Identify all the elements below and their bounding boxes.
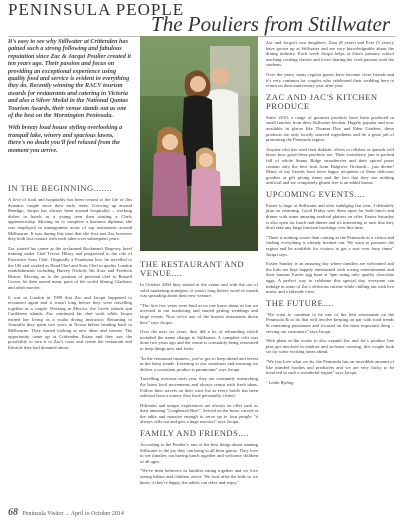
footer-text: Peninsula Visitor ... April to October 2014 [22,511,124,517]
author-signature: - Linda Ryding [266,379,294,385]
article-paragraph: Easter is huge at Stillwater and after indulging last year, I definitely plan on returning. Good Friday sees them open for both lunch and dinner with some amazing seafood platters on offer. Easter Saturday is also open for lunch and dinner and it's interesting to note that they don't take any large function bookings over this time. [266,202,394,231]
article-paragraph: "In the restaurant business, you've got to keep ahead and invest in the latest trends. Listening to our customers and ensuring we deliver a consistent product is paramount" says Jacqui. [140,355,258,372]
article-paragraph: "The first few years were hard as no one knew about us but we invested in our marketing and started getting weddings and large events. Now we're one of the busiest restaurants down here" says Jacqui. [140,302,258,325]
article-paragraph: Travelling overseas each year, they are constantly researching the latest food movements and always return with fresh ideas. Follow their travels on their wine list as every bottle has been selected from a winery they have personally visited. [140,376,258,399]
family-photo-image [140,36,258,251]
section-heading-upcoming: UPCOMING EVENTS.... [266,188,366,199]
section-heading-beginning: IN THE BEGINNING....... [8,183,113,193]
article-paragraph: Anyone who has tried their dukkah, olives or relishes or spreads will know how good these products are. Their strawberry jam is packed full of whole Sunny Ridge strawberries and their spiced pears contain only the best fruit from Dalgrove Orchards... just divine! Many of my friends have been happy recipients of these delicious goodies at gift giving times and the fact that they use nothing artificial and are completely gluten free is an added bonus. [266,146,394,186]
article-paragraph: Zac and Jacqui's two daughters, Zara (8 years) and Evie (5 years), have grown up at Stillwater and are very knowledgeable about the dining industry. Each week Jacqui helps at Zara's primary school teaching cooking classes and loves sharing her food passion with the students. [266,40,394,68]
article-paragraph: "We want to continue to be one of the best restaurants on the Peninsula & to do that will involve keeping on par with food trends & remaining passionate and focused on the most important thing – serving our customers" says Jacqui. [266,311,394,334]
section-heading-future: THE FUTURE.... [266,297,334,308]
article-paragraph: Easter Sunday is an amazing day where families are welcomed and the kids are kept happily entertained with roving entertainment and their famous Easter egg hunt at 3pm using only quality chocolate eggs. A perfect way to celebrate this special day, everyone can indulge in some of Zac's delicious cuisine while chilling out with live music and a lakeside view. [266,261,394,295]
article-paragraph: "We've been believers in families eating together and we love seeing babies and children arrive. We look after the kids so we know if they're happy, the adults can relax and enjoy." [140,468,258,485]
article-paragraph: Over the years, many regular guests have become close friends and it's very common for couples who celebrated their wedding here to return on their anniversary year after year. [266,71,394,89]
article-paragraph: With plans in the works to also expand Zac and Jac's produce line plus get involved in outdoor and in-home catering, this couple look set for some exciting times ahead. [266,338,394,355]
intro-paragraph: It's easy to see why Stillwater at Crittenden has gained such a strong following and fabulous reputation since Zac & Jacqui Poulier created it ten years ago. Their passion and focus on providing an exceptional experience using quality food and service is evident in everything they do. Recently winning the RACV tourism awards for restaurants and catering in Victoria and also a Silver Medal in the National Qantas Tourism Awards, their venue stands out as one of the best on the Mornington Peninsula. [8,38,131,120]
section-heading-kitchen: ZAC AND JAC'S KITCHEN PRODUCE [266,91,378,111]
section-heading-family: FAMILY AND FRIENDS.... [140,428,249,439]
page-number: 68 [8,507,18,518]
article-paragraph: Over the next six years, they did a lot of rebranding which included the name change to Stillwater. A complete refit was done two years ago and the venue is constantly being renovated to keep things new and fresh. [140,329,258,351]
article-paragraph: Zac started his career at the acclaimed Rockman's Regency hotel training under Chef Trevor Hilsey and progressed to the role of Executive Sous Chef. Originally a Frankston boy, he travelled to the UK and worked as Head Chef and Sous Chef in quality London establishments including Harvey Nichols 5th floor and Fredrick Bistrot. Moving on to the position of personal chef to Russell Crowe, he then toured many parts of the world filming Gladiator and other movies. [8,245,133,290]
article-paragraph: Since 2010, a range of gourmet products have been produced in small batches from their Stillwater kitchen. Hugely popular and now available in places like Thomas Dux and Eden Gardens, these products are only locally sourced ingredients and do a great job of promoting the Peninsula region. [266,114,394,143]
page-footer [8,507,124,518]
column-restaurant [140,256,258,489]
article-paragraph: In October 2004 they started at the venue and with the use of solid marketing strategies, it wasn't long before word of mouth was spreading about their new venture. [140,282,258,299]
article-paragraph: According to the Poulier's, one of the best things about running Stillwater is the joy they can bring to all their guests. They love to see families out having lunch together and welcome children of all ages. [140,442,258,464]
column-right [266,40,394,389]
section-kicker: PENINSULA PEOPLE [8,0,185,19]
intro-text [8,38,132,159]
article-paragraph: Different and unique experiences are always on offer such as their amazing "Longbeach Beef". Served on the bone, carved at the table and massive enough to serve up to four people "it always sells out and gets a huge reaction" says Jacqui. [140,402,258,425]
column-beginning [8,180,132,354]
article-paragraph: It was in London in 1999 that Zac and Jacqui happened to reconnect again and it wasn't long before they were travelling together as a couple. Working in Mexico, the Greek islands and Caribbean islands, Zac continued his chef work while Jacqui earned her living as a scuba diving instructor. Returning to Australia they spent two years in Noosa before heading back to Melbourne. They started looking at new ideas and venues. The opportunity came up at Crittenden Estate and they saw the possibility to turn it to Zac's roots and create the restaurant and lifestyle they had dreamed about. [8,294,132,350]
article-title: The Pouliers from Stillwater [151,12,390,36]
family-photo [140,36,258,251]
article-paragraph: A love of food and hospitality has been central to the life of this dynamic couple since their early teens. Growing up around Bendigo, Jacqui has always been around hospitality – working dishes in hotels as a young teen then starting a Chefs apprenticeship. Moving on to complete a business diploma, she was employed in management areas of top restaurants around Melbourne. It was during this time that she first met Zac however they both lost contact with each other over subsequent years. [8,197,132,242]
article-paragraph: "We just love what we do, the Peninsula has an incredible amount of like minded foodies and producers and we are very lucky to be involved in such a wonderful region" says Jacqui. [266,358,394,376]
article-paragraph: "There is nothing worse than coming to the Peninsula as a visitor and finding everything is already booked out. We want to promote the region and be available for visitors to get a seat over busy times" Jacqui says. [266,234,394,257]
intro-paragraph: With breezy loud house styling overlooking a tranquil lake, winery and spacious lawns, there's no doubt you'll feel relaxed from the moment you arrive. [8,124,123,154]
section-heading-restaurant: THE RESTAURANT AND VENUE.... [140,259,245,278]
